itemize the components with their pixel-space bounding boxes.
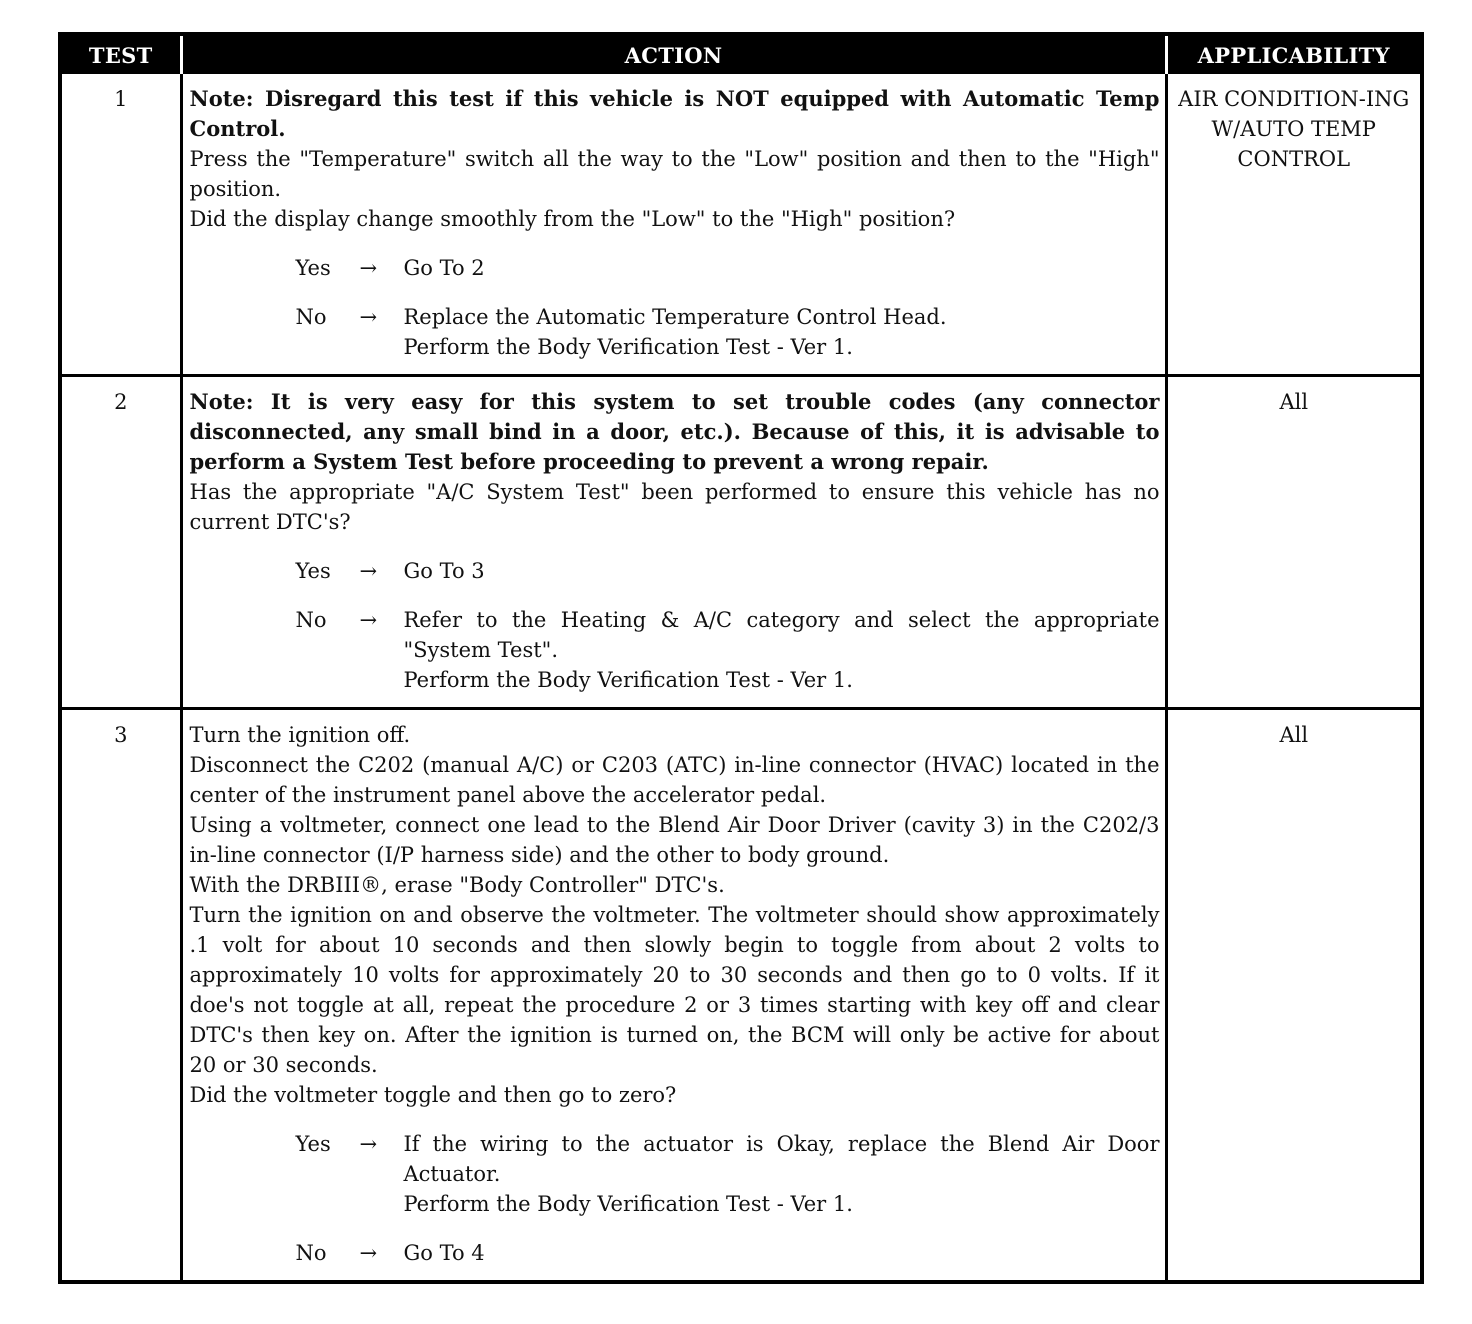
table-row	[60, 74, 1422, 376]
applicability-cell: All	[1166, 376, 1422, 709]
arrow-right-icon: →	[359, 1132, 378, 1156]
no-option	[190, 302, 1160, 362]
yes-label: Yes	[295, 559, 331, 583]
action-cell	[181, 74, 1166, 376]
yes-result	[404, 253, 1160, 283]
action-cell	[181, 376, 1166, 709]
test-number: 1	[114, 87, 128, 111]
result-line: Perform the Body Verification Test - Ver 1.	[403, 668, 853, 692]
no-label: No	[295, 1241, 327, 1265]
no-option	[190, 605, 1160, 695]
applicability-cell: AIR CONDITION-ING W/AUTO TEMP CONTROL	[1166, 74, 1422, 376]
arrow-right-icon: →	[359, 305, 378, 329]
result-line: Go To 4	[403, 1241, 485, 1265]
table-row	[60, 709, 1422, 1283]
no-label: No	[295, 608, 327, 632]
question-text: Did the display change smoothly from the "Low" to the "High" position?	[189, 207, 956, 231]
action-paragraph: Disconnect the C202 (manual A/C) or C203 (ATC) in-line connector (HVAC) located in the center of the instrument panel above the accelerator pedal.	[189, 753, 1160, 807]
result-line: Refer to the Heating & A/C category and select the appropriate "System Test".	[403, 608, 1160, 662]
arrow-right-icon: →	[359, 256, 378, 280]
diagnostic-test-table	[58, 32, 1424, 1284]
yes-label: Yes	[295, 1132, 331, 1156]
yes-result	[404, 556, 1160, 586]
yes-label: Yes	[295, 256, 331, 280]
no-option	[190, 1238, 1160, 1268]
note-text: Note: Disregard this test if this vehicle is NOT equipped with Automatic Temp Control.	[189, 86, 1160, 141]
question-text: Has the appropriate "A/C System Test" been performed to ensure this vehicle has no current DTC's?	[189, 480, 1160, 534]
action-paragraph: With the DRBIII®, erase "Body Controller" DTC's.	[189, 873, 725, 897]
action-paragraph: Turn the ignition off.	[189, 723, 411, 747]
no-result	[404, 1238, 1160, 1268]
header-action: ACTION	[181, 34, 1166, 74]
action-paragraph: Press the "Temperature" switch all the way to the "Low" position and then to the "High" position.	[189, 147, 1160, 201]
table-row	[60, 376, 1422, 709]
action-paragraph: Turn the ignition on and observe the voltmeter. The voltmeter should show approximately .1 volt for about 10 seconds and then slowly begin to toggle from about 2 volts to approximately 10 volts for approximately 20 to 30 seconds and then go to 0 volts. If it doe's not toggle at all, repeat the procedure 2 or 3 times starting with key off and clear DTC's then key on. After the ignition is turned on, the BCM will only be active for about 20 or 30 seconds.	[189, 903, 1160, 1077]
result-line: Go To 3	[403, 559, 485, 583]
arrow-right-icon: →	[359, 1241, 378, 1265]
question-text: Did the voltmeter toggle and then go to zero?	[189, 1083, 677, 1107]
yes-option	[190, 556, 1160, 586]
yes-option	[190, 253, 1160, 283]
arrow-right-icon: →	[359, 559, 378, 583]
no-result	[404, 605, 1160, 695]
result-line: If the wiring to the actuator is Okay, replace the Blend Air Door Actuator.	[403, 1132, 1160, 1186]
table-header-row	[60, 34, 1422, 74]
no-result	[404, 302, 1160, 362]
result-line: Replace the Automatic Temperature Control Head.	[403, 305, 947, 329]
yes-option	[190, 1129, 1160, 1219]
header-applicability: APPLICABILITY	[1166, 34, 1422, 74]
result-line: Perform the Body Verification Test - Ver 1.	[403, 1192, 853, 1216]
no-label: No	[295, 305, 327, 329]
action-paragraph: Using a voltmeter, connect one lead to the Blend Air Door Driver (cavity 3) in the C202/3 in-line connector (I/P harness side) and the other to body ground.	[189, 813, 1160, 867]
test-number: 2	[60, 376, 181, 709]
yes-result	[404, 1129, 1160, 1219]
test-number: 3	[60, 709, 181, 1283]
action-cell	[181, 709, 1166, 1283]
applicability-cell: All	[1166, 709, 1422, 1283]
header-test: TEST	[60, 34, 181, 74]
note-text: Note: It is very easy for this system to set trouble codes (any connector disconnected, any small bind in a door, etc.). Because of this, it is advisable to perform a System Test before proceeding to prevent a wrong repair.	[189, 389, 1160, 474]
result-line: Perform the Body Verification Test - Ver 1.	[403, 335, 853, 359]
arrow-right-icon: →	[359, 608, 378, 632]
result-line: Go To 2	[403, 256, 485, 280]
